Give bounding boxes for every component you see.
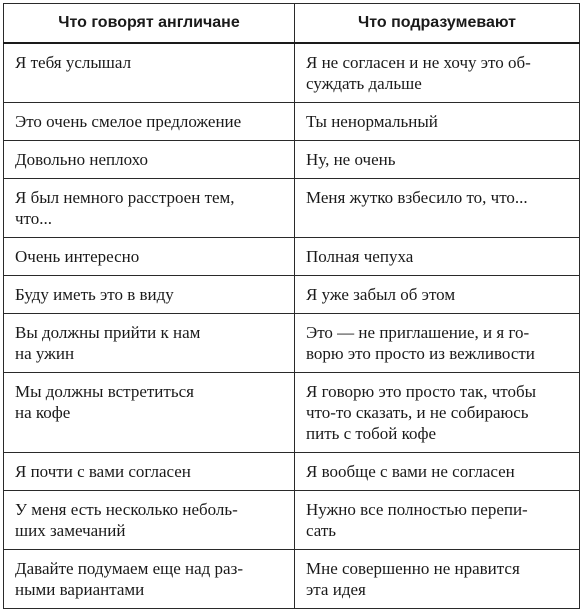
meant-text: Меня жутко взбесило то, что... bbox=[306, 187, 528, 207]
meant-cell bbox=[295, 237, 580, 275]
meant-text: Это — не приглашение, и я го- ворю это просто из вежливости bbox=[306, 322, 535, 363]
header-what-they-mean: Что подразумевают bbox=[295, 4, 580, 43]
said-cell bbox=[4, 313, 295, 372]
meant-text: Я вообще с вами не согласен bbox=[306, 461, 515, 481]
meant-cell bbox=[295, 490, 580, 549]
said-text: Я тебя услышал bbox=[15, 52, 132, 72]
table-row bbox=[4, 43, 580, 103]
table-row bbox=[4, 549, 580, 608]
meant-cell bbox=[295, 178, 580, 237]
said-cell bbox=[4, 372, 295, 452]
said-text: Я был немного расстроен тем, что... bbox=[15, 187, 235, 228]
meant-text: Я не согласен и не хочу это об- суждать дальше bbox=[306, 52, 531, 93]
meant-text: Я говорю это просто так, чтобы что-то сказать, и не собираюсь пить с тобой кофе bbox=[306, 381, 537, 443]
meant-cell bbox=[295, 452, 580, 490]
table-row bbox=[4, 275, 580, 313]
said-cell bbox=[4, 43, 295, 103]
said-cell bbox=[4, 102, 295, 140]
table-row bbox=[4, 237, 580, 275]
said-text: Давайте подумаем еще над раз- ными вариантами bbox=[15, 558, 243, 599]
said-text: Это очень смелое предложение bbox=[15, 111, 242, 131]
table-row bbox=[4, 452, 580, 490]
table-row bbox=[4, 372, 580, 452]
said-text: Очень интересно bbox=[15, 246, 140, 266]
header-what-english-say: Что говорят англичане bbox=[4, 4, 295, 43]
table-row bbox=[4, 102, 580, 140]
meant-text: Мне совершенно не нравится эта идея bbox=[306, 558, 520, 599]
meant-cell bbox=[295, 549, 580, 608]
meant-text: Нужно все полностью перепи- сать bbox=[306, 499, 528, 540]
header-row bbox=[4, 4, 580, 43]
meant-text: Ты ненормальный bbox=[306, 111, 438, 131]
meant-cell bbox=[295, 372, 580, 452]
said-cell bbox=[4, 178, 295, 237]
said-text: Вы должны прийти к нам на ужин bbox=[15, 322, 201, 363]
table-body bbox=[4, 43, 580, 609]
meant-cell bbox=[295, 275, 580, 313]
meant-text: Я уже забыл об этом bbox=[306, 284, 456, 304]
said-text: У меня есть несколько неболь- ших замечаний bbox=[15, 499, 238, 540]
meant-cell bbox=[295, 313, 580, 372]
said-text: Я почти с вами согласен bbox=[15, 461, 191, 481]
said-cell bbox=[4, 275, 295, 313]
meant-cell bbox=[295, 102, 580, 140]
meant-text: Полная чепуха bbox=[306, 246, 414, 266]
table-row bbox=[4, 140, 580, 178]
phrase-table bbox=[3, 3, 580, 609]
meant-cell bbox=[295, 43, 580, 103]
said-cell bbox=[4, 549, 295, 608]
said-cell bbox=[4, 237, 295, 275]
table-header bbox=[4, 4, 580, 43]
said-cell bbox=[4, 140, 295, 178]
table-row bbox=[4, 313, 580, 372]
meant-cell bbox=[295, 140, 580, 178]
table-row bbox=[4, 178, 580, 237]
said-text: Буду иметь это в виду bbox=[15, 284, 174, 304]
said-cell bbox=[4, 490, 295, 549]
said-text: Довольно неплохо bbox=[15, 149, 149, 169]
meant-text: Ну, не очень bbox=[306, 149, 396, 169]
said-text: Мы должны встретиться на кофе bbox=[15, 381, 194, 422]
said-cell bbox=[4, 452, 295, 490]
table-row bbox=[4, 490, 580, 549]
